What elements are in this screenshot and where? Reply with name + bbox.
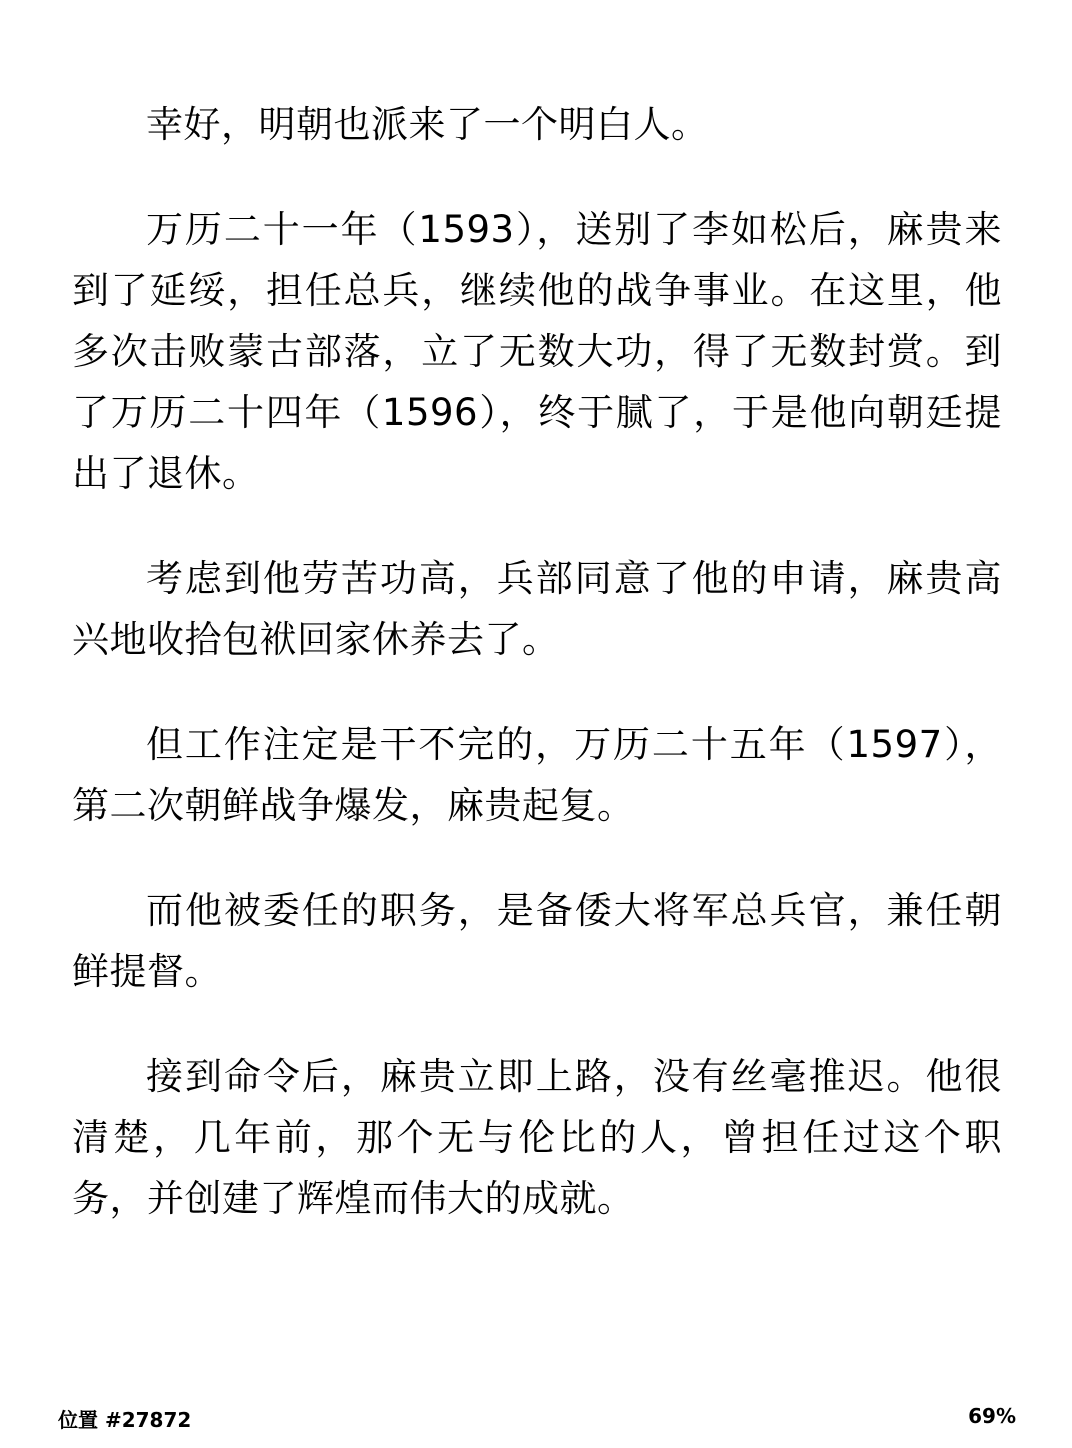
paragraph-5: 而他被委任的职务，是备倭大将军总兵官，兼任朝鲜提督。 bbox=[72, 889, 1002, 993]
paragraph-6: 接到命令后，麻贵立即上路，没有丝毫推迟。他很清楚，几年前，那个无与伦比的人，曾担任过这个职务，并创建了辉煌而伟大的成就。 bbox=[72, 1055, 1002, 1220]
reading-page[interactable] bbox=[72, 94, 1002, 1273]
paragraph-3: 考虑到他劳苦功高，兵部同意了他的申请，麻贵高兴地收拾包袱回家休养去了。 bbox=[72, 557, 1002, 661]
paragraph-2: 万历二十一年（1593），送别了李如松后，麻贵来到了延绥，担任总兵，继续他的战争事业。在这里，他多次击败蒙古部落，立了无数大功，得了无数封赏。到了万历二十四年（1596），终于腻了，于是他向朝廷提出了退休。 bbox=[72, 208, 1002, 495]
reading-progress: 69% bbox=[968, 1404, 1016, 1428]
location-indicator[interactable]: 位置 #27872 bbox=[58, 1408, 192, 1432]
paragraph-1: 幸好，明朝也派来了一个明白人。 bbox=[146, 103, 709, 146]
paragraph-4: 但工作注定是干不完的，万历二十五年（1597），第二次朝鲜战争爆发，麻贵起复。 bbox=[72, 723, 1002, 827]
